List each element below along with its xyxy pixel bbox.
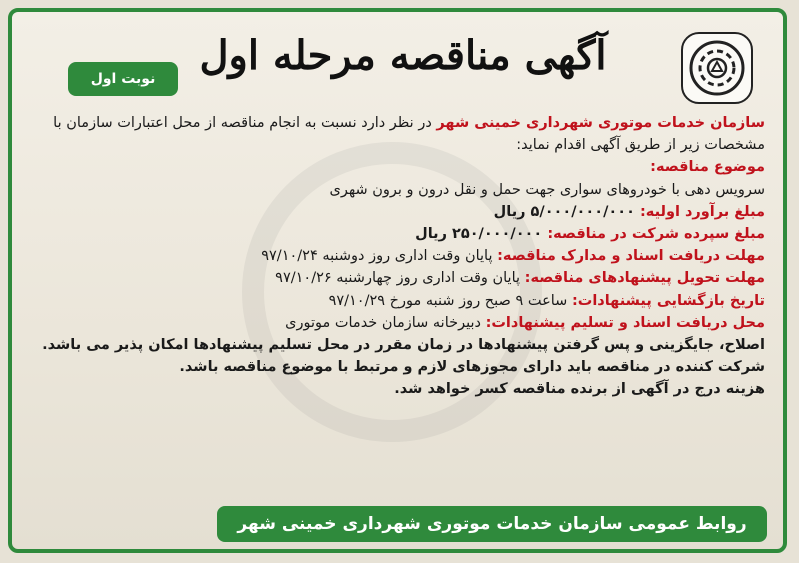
notice-body (30, 112, 765, 401)
note-item: شرکت کننده در مناقصه باید دارای مجوزهای لازم و مرتبط با موضوع مناقصه باشد. (179, 359, 765, 376)
deposit-row: مبلغ سپرده شرکت در مناقصه: ۲۵۰/۰۰۰/۰۰۰ ریال (415, 226, 765, 243)
intro-text-1: در نظر دارد نسبت به انجام مناقصه از محل اعتبارات سازمان با (53, 115, 437, 131)
estimate-row: مبلغ برآورد اولیه: ۵/۰۰۰/۰۰۰/۰۰۰ ریال (493, 203, 765, 220)
note-item: اصلاح، جایگزینی و پس گرفتن پیشنهادها در زمان مقرر در محل تسلیم پیشنهادها امکان پذیر می باشد. (42, 337, 765, 354)
subject-label: موضوع مناقصه: (650, 159, 765, 176)
opening-row: تاریخ بازگشایی پیشنهادات: ساعت ۹ صبح روز شنبه مورخ ۹۷/۱۰/۲۹ (328, 292, 765, 309)
notice-frame (8, 8, 787, 553)
municipality-emblem-icon (681, 32, 753, 104)
location-row: محل دریافت اسناد و تسلیم پیشنهادات: دبیرخانه سازمان خدمات موتوری (285, 314, 765, 331)
footer-banner: روابط عمومی سازمان خدمات موتوری شهرداری خمینی شهر (217, 506, 767, 542)
note-item: هزینه درج در آگهی از برنده مناقصه کسر خواهد شد. (394, 381, 765, 398)
intro-line-2: مشخصات زیر از طریق آگهی اقدام نماید: (516, 137, 765, 154)
intro-line-1 (30, 112, 765, 134)
offers-deadline-row: مهلت تحویل پیشنهادهای مناقصه: پایان وقت اداری روز چهارشنبه ۹۷/۱۰/۲۶ (275, 270, 765, 287)
subject-value: سرویس دهی با خودروهای سواری جهت حمل و نقل درون و برون شهری (329, 181, 765, 198)
page-title: آگهی مناقصه مرحله اول (199, 32, 607, 79)
org-name: سازمان خدمات موتوری شهرداری خمینی شهر (436, 115, 765, 131)
docs-deadline-row: مهلت دریافت اسناد و مدارک مناقصه: پایان وقت اداری روز دوشنبه ۹۷/۱۰/۲۴ (261, 248, 765, 265)
round-badge: نوبت اول (68, 62, 178, 96)
